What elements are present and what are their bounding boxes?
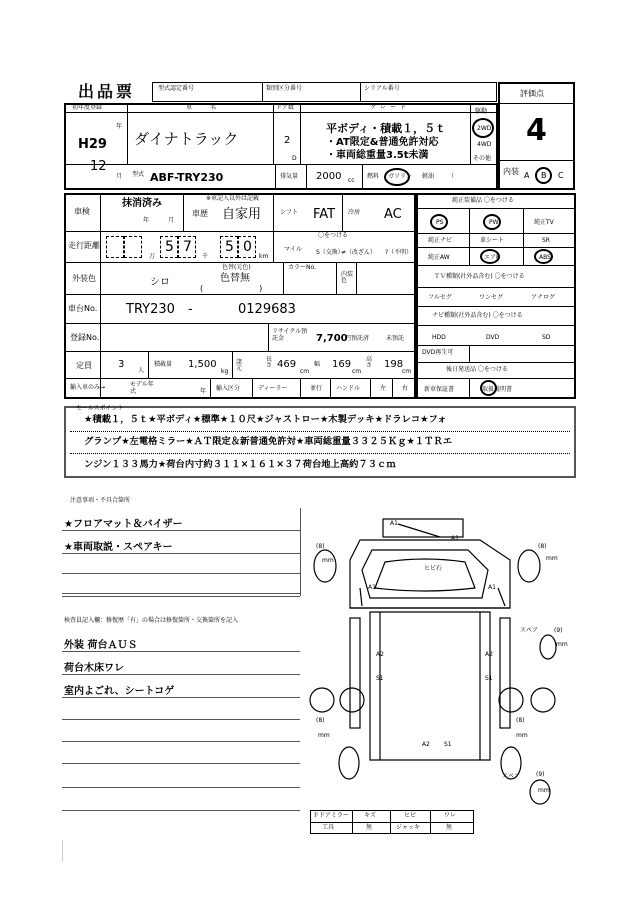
dims-label: 諸元 <box>236 359 243 372</box>
equip-ps-circle <box>430 214 448 230</box>
doors-label: ドア数 <box>276 104 294 111</box>
right-label: 右 <box>402 385 409 392</box>
load-unit: kg <box>221 368 229 375</box>
equip-airbag-circle <box>480 249 500 264</box>
height-value: 198 <box>384 359 404 370</box>
usage-value: 自家用 <box>222 207 262 222</box>
shaken-value: 抹消済み <box>122 198 162 209</box>
interior-color-label: 内装色 <box>341 271 354 284</box>
meter-opt-2: ≠（改ざん） <box>341 249 377 256</box>
interior-grade-b: B <box>541 171 547 180</box>
mileage-label: 走行距離 <box>68 241 100 250</box>
fuel-circle <box>384 168 413 186</box>
handle-label: ハンドル <box>336 385 361 392</box>
legend-break: ワレ <box>444 812 457 819</box>
circle-note: 〇をつける <box>318 232 349 239</box>
meter-opt-3: ?（不明） <box>385 249 413 256</box>
shaken-label: 車検 <box>74 207 90 216</box>
shift-value: FAT <box>313 207 336 222</box>
label-a1-top-right: A1 <box>451 535 459 542</box>
grade-label: グレード <box>370 104 411 111</box>
interior-grade-c: C <box>558 171 564 180</box>
docs-manual: 取扱説明書 <box>482 386 513 393</box>
model-year-unit: 年 <box>200 388 207 395</box>
capacity-unit: 人 <box>138 367 145 374</box>
drive-label: 駆動 <box>475 108 488 115</box>
car-name-label: 車名 <box>186 104 235 111</box>
mileage-digit: 0 <box>243 239 252 255</box>
mileage-digit: 5 <box>225 239 234 255</box>
tire-rear-right: (8) <box>516 717 525 724</box>
notes-label: 注意事項・不具合箇所 <box>70 497 131 504</box>
load-value: 1,500 <box>188 359 217 370</box>
color-no-label: カラーNo. <box>288 264 316 271</box>
label-s1-right: S1 <box>485 675 493 682</box>
legend-crack: ヒビ <box>404 812 417 819</box>
grade-score-value: 4 <box>526 113 547 148</box>
model-value: ABF-TRY230 <box>150 171 224 184</box>
mileage-digit-cell <box>220 236 238 258</box>
drive-other: その他 <box>473 155 492 162</box>
height-unit: cm <box>402 368 412 375</box>
inspector-line-1: 外装 荷台ＡＵＳ <box>64 640 138 651</box>
legend-mirror: Ｆドアミラー <box>313 812 349 819</box>
dealer-label: ディーラー <box>258 385 288 392</box>
left-label: 左 <box>380 385 387 392</box>
navi-dvd: DVD <box>486 334 500 341</box>
usage-label: 車歴 <box>192 209 208 218</box>
fuel-value: ガソリン <box>388 173 413 180</box>
first-reg-year: H29 <box>78 137 107 152</box>
class-label: 類別区分番号 <box>266 85 303 92</box>
interior-grade-circle <box>535 167 552 184</box>
car-name: ダイナトラック <box>134 130 239 148</box>
spare-label-2: スペア <box>502 773 521 780</box>
equip-abs-circle <box>534 249 553 264</box>
color-change-label: 色替(元色) <box>222 264 251 271</box>
mileage-digit-cell <box>160 236 178 258</box>
tire-front-left: (8) <box>316 543 325 550</box>
capacity-value: 3 <box>118 359 125 370</box>
equip-abs: ABS <box>539 254 551 261</box>
import-class-label: 輸入区分 <box>216 385 241 392</box>
width-label: 幅 <box>314 361 321 368</box>
mileage-digit-cell <box>124 236 142 258</box>
capacity-label: 定員 <box>76 361 92 370</box>
header-id-row <box>152 82 497 102</box>
page-title: 出品票 <box>78 82 136 101</box>
grade-line-2: ・AT限定&普通免許対応 <box>326 137 439 148</box>
docs-manual-circle <box>480 380 497 396</box>
chassis-label: 車台No. <box>68 304 98 313</box>
notes-line-2: ★車両取説・スペアキー <box>64 542 173 553</box>
ac-value: AC <box>384 207 402 222</box>
equip-pw: PW <box>489 219 499 226</box>
shaken-year-unit: 年 <box>143 217 150 224</box>
ac-label: 冷房 <box>348 209 361 216</box>
legend-tools-value: 無 <box>366 824 373 831</box>
label-a2-bottom: A2 <box>422 741 430 748</box>
tv-analog: アナログ <box>531 294 556 301</box>
label-s1-bottom: S1 <box>444 741 452 748</box>
grade-score-label: 評価点 <box>520 89 544 98</box>
equip-leather: 革シート <box>480 237 505 244</box>
shaken-month-unit: 月 <box>168 217 175 224</box>
label-s1-left: S1 <box>376 675 384 682</box>
month-unit: 月 <box>116 173 123 180</box>
length-value: 469 <box>277 359 297 370</box>
spare-size-2-value: 9 <box>538 771 543 778</box>
tire-rear-right-value: 8 <box>518 717 523 724</box>
sales-line-2: グランプ★左電格ミラー★ＡＴ限定＆新普通免許対★車両総重量３３２５Ｋｇ★１ＴＲエ <box>84 436 453 447</box>
tire-rear-left-value: 8 <box>318 717 323 724</box>
spare-size-2: (9) <box>536 771 545 778</box>
mileage-digit: 7 <box>183 239 192 255</box>
dvd-play: DVD再生可 <box>422 349 454 356</box>
color-value: シロ <box>150 277 170 288</box>
meter-opt-1: S（交換） <box>316 249 344 256</box>
drive-2wd-circle <box>472 118 494 138</box>
spare-unit-2: mm <box>538 787 550 794</box>
equip-ps: PS <box>436 219 444 226</box>
man-unit: 万 <box>149 253 156 260</box>
sales-line-3: ンジン１３３馬力★荷台内寸約３１１×１６１×３７荷台地上高約７３ｃｍ <box>84 459 396 470</box>
notes-line-1: ★フロアマット＆バイザー <box>64 519 183 530</box>
legend-jack-value: 無 <box>446 824 453 831</box>
recycle-value: 7,700 <box>316 333 348 344</box>
inspector-line-2: 荷台木床ワレ <box>64 663 124 674</box>
navi-title: ナビ種類(社外品含む) 〇をつける <box>432 312 523 319</box>
height-label: 高さ <box>366 356 373 369</box>
fuel-paren: （ <box>448 173 455 180</box>
displacement-label: 排気量 <box>280 173 299 180</box>
equip-navi: 純正ナビ <box>428 237 453 244</box>
docs-title: 後日発送品 〇をつける <box>446 366 508 373</box>
grade-line-1: 平ボディ・積載１，５ｔ <box>326 122 447 135</box>
chassis-dash: - <box>188 302 193 317</box>
recycle-label: リサイクル預託金 <box>272 328 308 343</box>
tire-rear-right-unit: mm <box>516 732 528 739</box>
legend-tools: 工具 <box>322 824 335 831</box>
legend-scratch: キズ <box>364 812 376 819</box>
grade-line-3: ・車両総重量3.5t未満 <box>326 150 429 161</box>
mileage-digit-cell <box>238 236 256 258</box>
tire-front-left-unit: mm <box>322 557 334 564</box>
doors-value: 2 <box>284 135 291 146</box>
length-label: 長さ <box>266 356 273 369</box>
chassis-number: 0129683 <box>238 302 296 317</box>
reg-label: 登録No. <box>70 333 100 342</box>
equip-sr: SR <box>542 237 550 244</box>
label-windshield: ヒビ石 <box>424 565 443 572</box>
meter-label: マイル <box>284 246 302 253</box>
docs-warranty: 新車保証書 <box>424 386 455 393</box>
spare-size-1-value: 9 <box>556 627 561 634</box>
tire-front-right: (8) <box>538 543 547 550</box>
width-unit: cm <box>352 368 362 375</box>
width-value: 169 <box>332 359 352 370</box>
load-label: 積載量 <box>154 361 173 368</box>
parallel-label: 並行 <box>310 385 323 392</box>
model-label: 型式 <box>132 171 145 178</box>
serial-label: シリアル番号 <box>364 85 400 92</box>
displacement-value: 2000 <box>316 171 342 182</box>
drive-2wd: 2WD <box>477 125 492 132</box>
usage-note: ※車記入以外は記載 <box>206 195 260 202</box>
inspector-line-3: 室内よごれ、シートコゲ <box>64 686 175 697</box>
light-oil-label: 軽油 <box>422 173 435 180</box>
km-unit: km <box>259 253 269 260</box>
sen-unit: 千 <box>202 253 209 260</box>
equip-airbag: エアB <box>484 254 501 261</box>
year-unit: 年 <box>116 123 123 130</box>
equip-pw-circle <box>483 214 501 230</box>
mileage-digit-cell <box>106 236 124 258</box>
label-a1-mid-left: A1 <box>368 584 376 591</box>
navi-sd: SD <box>542 334 551 341</box>
displacement-unit: cc <box>348 177 355 184</box>
spare-label-1: スペア <box>520 627 539 634</box>
color-paren: ( ) <box>200 284 263 293</box>
import-label: 輸入車のみ→ <box>70 384 106 391</box>
mileage-digit-cell <box>178 236 196 258</box>
color-change-value: 色替無 <box>220 273 250 284</box>
recycle-unit: 円預託済 <box>345 335 370 342</box>
interior-label: 内装 <box>503 167 519 176</box>
shift-label: シフト <box>280 209 299 216</box>
label-a2-right: A2 <box>485 651 493 658</box>
tire-front-right-value: 8 <box>540 543 545 550</box>
length-unit: cm <box>300 368 310 375</box>
first-reg-month: 12 <box>90 159 107 174</box>
interior-grade-a: A <box>524 171 530 180</box>
equip-aw: 純正AW <box>428 254 450 261</box>
doors-unit: D <box>292 155 297 162</box>
label-a2-left: A2 <box>376 651 384 658</box>
spare-size-1: (9) <box>554 627 563 634</box>
equip-tv: 純正TV <box>534 219 554 226</box>
sales-line-1: ★積載１，５ｔ★平ボディ★標準★１０尺★ジャストロー★木製デッキ★ドラレコ★フォ <box>84 414 447 425</box>
tire-rear-left-unit: mm <box>318 732 330 739</box>
tire-rear-left: (8) <box>316 717 325 724</box>
first-reg-label: 初年度登録 <box>72 104 103 111</box>
fuel-label: 燃料 <box>367 173 380 180</box>
type-cert-label: 型式認定番号 <box>158 85 195 92</box>
color-label: 外装色 <box>72 274 96 283</box>
tire-front-left-value: 8 <box>318 543 323 550</box>
tv-one: ワンセグ <box>479 294 504 301</box>
legend-jack: ジャッキ <box>396 824 420 831</box>
navi-hdd: HDD <box>432 334 446 341</box>
tv-full: フルセグ <box>428 294 452 301</box>
chassis-prefix: TRY230 <box>126 302 175 317</box>
tv-title: ＴＶ種類(社外品含む) 〇をつける <box>434 273 525 280</box>
equipment-title: 純正装備品 〇をつける <box>452 197 514 204</box>
spare-unit-1: mm <box>556 641 568 648</box>
inspector-label: 検査員記入欄：修復歴「有」の場合は修復箇所・交換箇所を記入 <box>64 617 239 624</box>
sales-label: セールスポイント <box>76 405 124 412</box>
model-year-label: モデル年式 <box>130 381 154 395</box>
recycle-unpaid: 未預託 <box>386 335 405 342</box>
drive-4wd: 4WD <box>477 141 492 148</box>
tire-front-right-unit: mm <box>546 555 558 562</box>
label-a1-mid-right: A1 <box>488 584 496 591</box>
mileage-digit: 5 <box>165 239 174 255</box>
label-a1-top-left: A1 <box>390 520 398 527</box>
